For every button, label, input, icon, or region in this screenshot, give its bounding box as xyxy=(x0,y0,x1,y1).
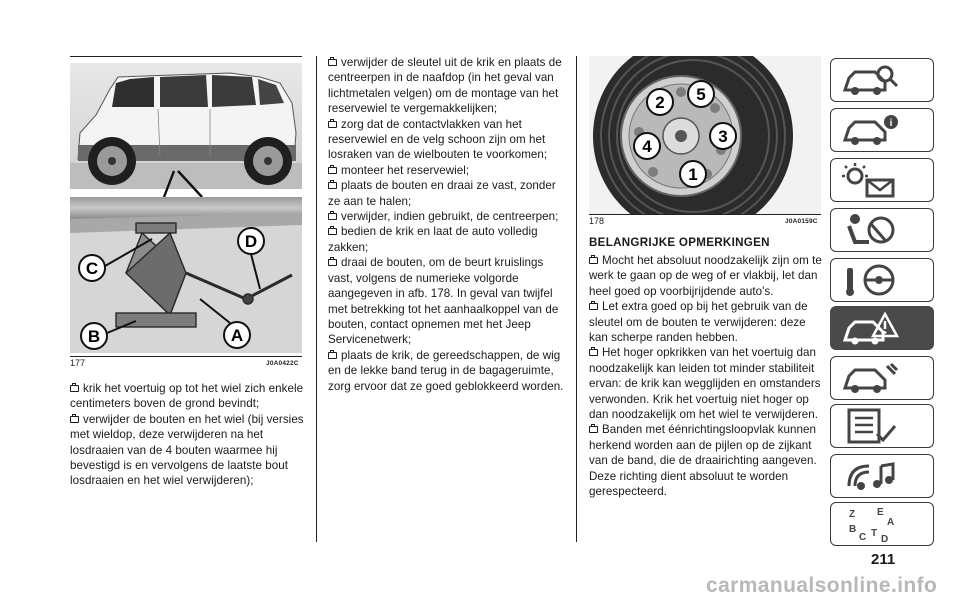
svg-text:A: A xyxy=(887,517,895,528)
checklist-icon xyxy=(841,408,901,444)
car-service-icon xyxy=(841,360,901,396)
list-item: Let extra goed op bij het gebruik van de sleutel om de bouten te verwijderen: deze kan scherpe randen hebben. xyxy=(589,300,808,345)
car-emergency-icon xyxy=(841,310,901,346)
watermark: carmanualsonline.info xyxy=(706,574,938,597)
wrench-bullet-icon xyxy=(328,228,337,235)
wrench-bullet-icon xyxy=(70,416,79,423)
figure-177-caption-rule xyxy=(70,356,302,357)
wrench-bullet-icon xyxy=(328,167,337,174)
steering-key-icon xyxy=(841,262,901,298)
list-item: Banden met éénrichtingsloopvlak kunnen herkend worden aan de pijlen op de zijkant van de band, die de draairichting aangeven. Deze richting dient absoluut te worden gerespecteerd. xyxy=(589,423,817,499)
wheel-bolt-order-illustration xyxy=(589,56,821,214)
svg-text:Z: Z xyxy=(849,509,856,520)
svg-text:D: D xyxy=(244,232,258,251)
list-item: draai de bouten, om de beurt kruislings vast, volgens de numerieke volgorde aangegeven in afb. 178. In geval van twijfel met betrekking tot het aanhaalkoppel van de bouten, contact opnemen met het Jeep Servicenetwerk; xyxy=(328,256,559,347)
car-info-icon xyxy=(841,112,901,148)
wrench-bullet-icon xyxy=(589,426,598,433)
car-jack-illustration xyxy=(70,63,302,353)
list-item: bedien de krik en laat de auto volledig zakken; xyxy=(328,225,538,254)
seat-airbag-icon xyxy=(841,212,901,248)
svg-text:4: 4 xyxy=(642,137,652,156)
list-item: verwijder de sleutel uit de krik en plaats de centreerpen in de naafdop (in het geval van lichtmetalen velgen) om de montage van het reservewiel te vergemakkelijken; xyxy=(328,56,562,116)
top-rule xyxy=(70,56,302,57)
list-item: Mocht het absoluut noodzakelijk zijn om te werk te gaan op de weg of er vlakbij, let dan heel goed op voorbijrijdende auto's. xyxy=(589,254,822,298)
svg-text:T: T xyxy=(871,528,878,539)
callout-2 xyxy=(647,89,673,115)
svg-text:5: 5 xyxy=(696,85,706,104)
page-number: 211 xyxy=(871,551,896,568)
svg-text:E: E xyxy=(877,507,884,518)
svg-text:i: i xyxy=(889,118,893,129)
wrench-bullet-icon xyxy=(70,385,79,392)
callout-4 xyxy=(634,133,660,159)
svg-text:3: 3 xyxy=(718,127,728,146)
figure-178-number: 178 xyxy=(589,216,605,226)
tab-starting-driving[interactable] xyxy=(830,258,934,302)
column-2-text xyxy=(328,55,564,394)
list-item: verwijder de bouten en het wiel (bij versies met wieldop, deze verwijderen na het losdraaien van de 4 bouten waarmee hij bevestigd is en vervolgens de laatste bout losdraaien en het wiel verwijderen); xyxy=(70,412,304,488)
tab-car-info[interactable] xyxy=(830,108,934,152)
column-1-text xyxy=(70,381,304,489)
wrench-bullet-icon xyxy=(328,182,337,189)
callout-1 xyxy=(680,161,706,187)
list-item: monteer het reservewiel; xyxy=(328,163,564,178)
section-heading: BELANGRIJKE OPMERKINGEN xyxy=(589,236,770,249)
wrench-bullet-icon xyxy=(589,303,598,310)
list-item: krik het voertuig op tot het wiel zich enkele centimeters boven de grond bevindt; xyxy=(70,382,304,411)
multimedia-icon xyxy=(841,458,901,494)
figure-177 xyxy=(70,63,302,353)
index-letters-icon xyxy=(841,506,901,544)
figure-178-caption-rule xyxy=(589,214,821,215)
tab-emergency[interactable] xyxy=(830,306,934,350)
column-divider xyxy=(316,56,317,542)
list-item: Het hoger opkrikken van het voertuig dan noodzakelijk kan leiden tot minder stabiliteit ervan: de krik kan wegglijden en omstanders verwonden. Krik het voertuig niet hoger op dan noodzakelijk om het wiel te verwijderen. xyxy=(589,346,821,422)
wrench-bullet-icon xyxy=(328,259,337,266)
svg-text:A: A xyxy=(230,326,244,345)
callout-5 xyxy=(688,81,714,107)
figure-178-code: J0A0159C xyxy=(785,218,818,225)
tab-multimedia[interactable] xyxy=(830,454,934,498)
column-3-text xyxy=(589,253,825,500)
wrench-bullet-icon xyxy=(328,59,337,66)
list-item: plaats de bouten en draai ze vast, zonder ze aan te halen; xyxy=(328,179,556,208)
svg-text:B: B xyxy=(87,327,101,346)
tab-index[interactable] xyxy=(830,502,934,546)
list-item: zorg dat de contactvlakken van het reservewiel en de velg schoon zijn om het losraken van de wielbouten te voorkomen; xyxy=(328,117,548,162)
wrench-bullet-icon xyxy=(328,352,337,359)
svg-text:C: C xyxy=(85,259,99,278)
figure-177-number: 177 xyxy=(70,358,86,368)
tab-safety[interactable] xyxy=(830,208,934,252)
wrench-bullet-icon xyxy=(589,349,598,356)
svg-text:D: D xyxy=(881,534,889,544)
svg-text:B: B xyxy=(849,524,857,535)
svg-text:1: 1 xyxy=(688,165,698,184)
list-item: plaats de krik, de gereedschappen, de wig en de lekke band terug in de bagageruimte, zorg ervoor dat ze goed geblokkeerd worden. xyxy=(328,348,564,393)
wrench-bullet-icon xyxy=(589,257,598,264)
tab-servicing[interactable] xyxy=(830,356,934,400)
list-item: verwijder, indien gebruikt, de centreerpen; xyxy=(328,209,564,224)
svg-text:C: C xyxy=(859,532,867,543)
warning-lights-icon xyxy=(841,162,901,198)
wrench-bullet-icon xyxy=(328,121,337,128)
tab-warning-lights[interactable] xyxy=(830,158,934,202)
figure-178 xyxy=(589,56,821,214)
callout-3 xyxy=(710,123,736,149)
tab-technical-data[interactable] xyxy=(830,404,934,448)
svg-text:2: 2 xyxy=(655,93,665,112)
tab-car-overview[interactable] xyxy=(830,58,934,102)
figure-177-code: J0A0422C xyxy=(266,360,299,367)
wrench-bullet-icon xyxy=(328,213,337,220)
car-search-icon xyxy=(841,62,901,98)
column-divider xyxy=(576,56,577,542)
